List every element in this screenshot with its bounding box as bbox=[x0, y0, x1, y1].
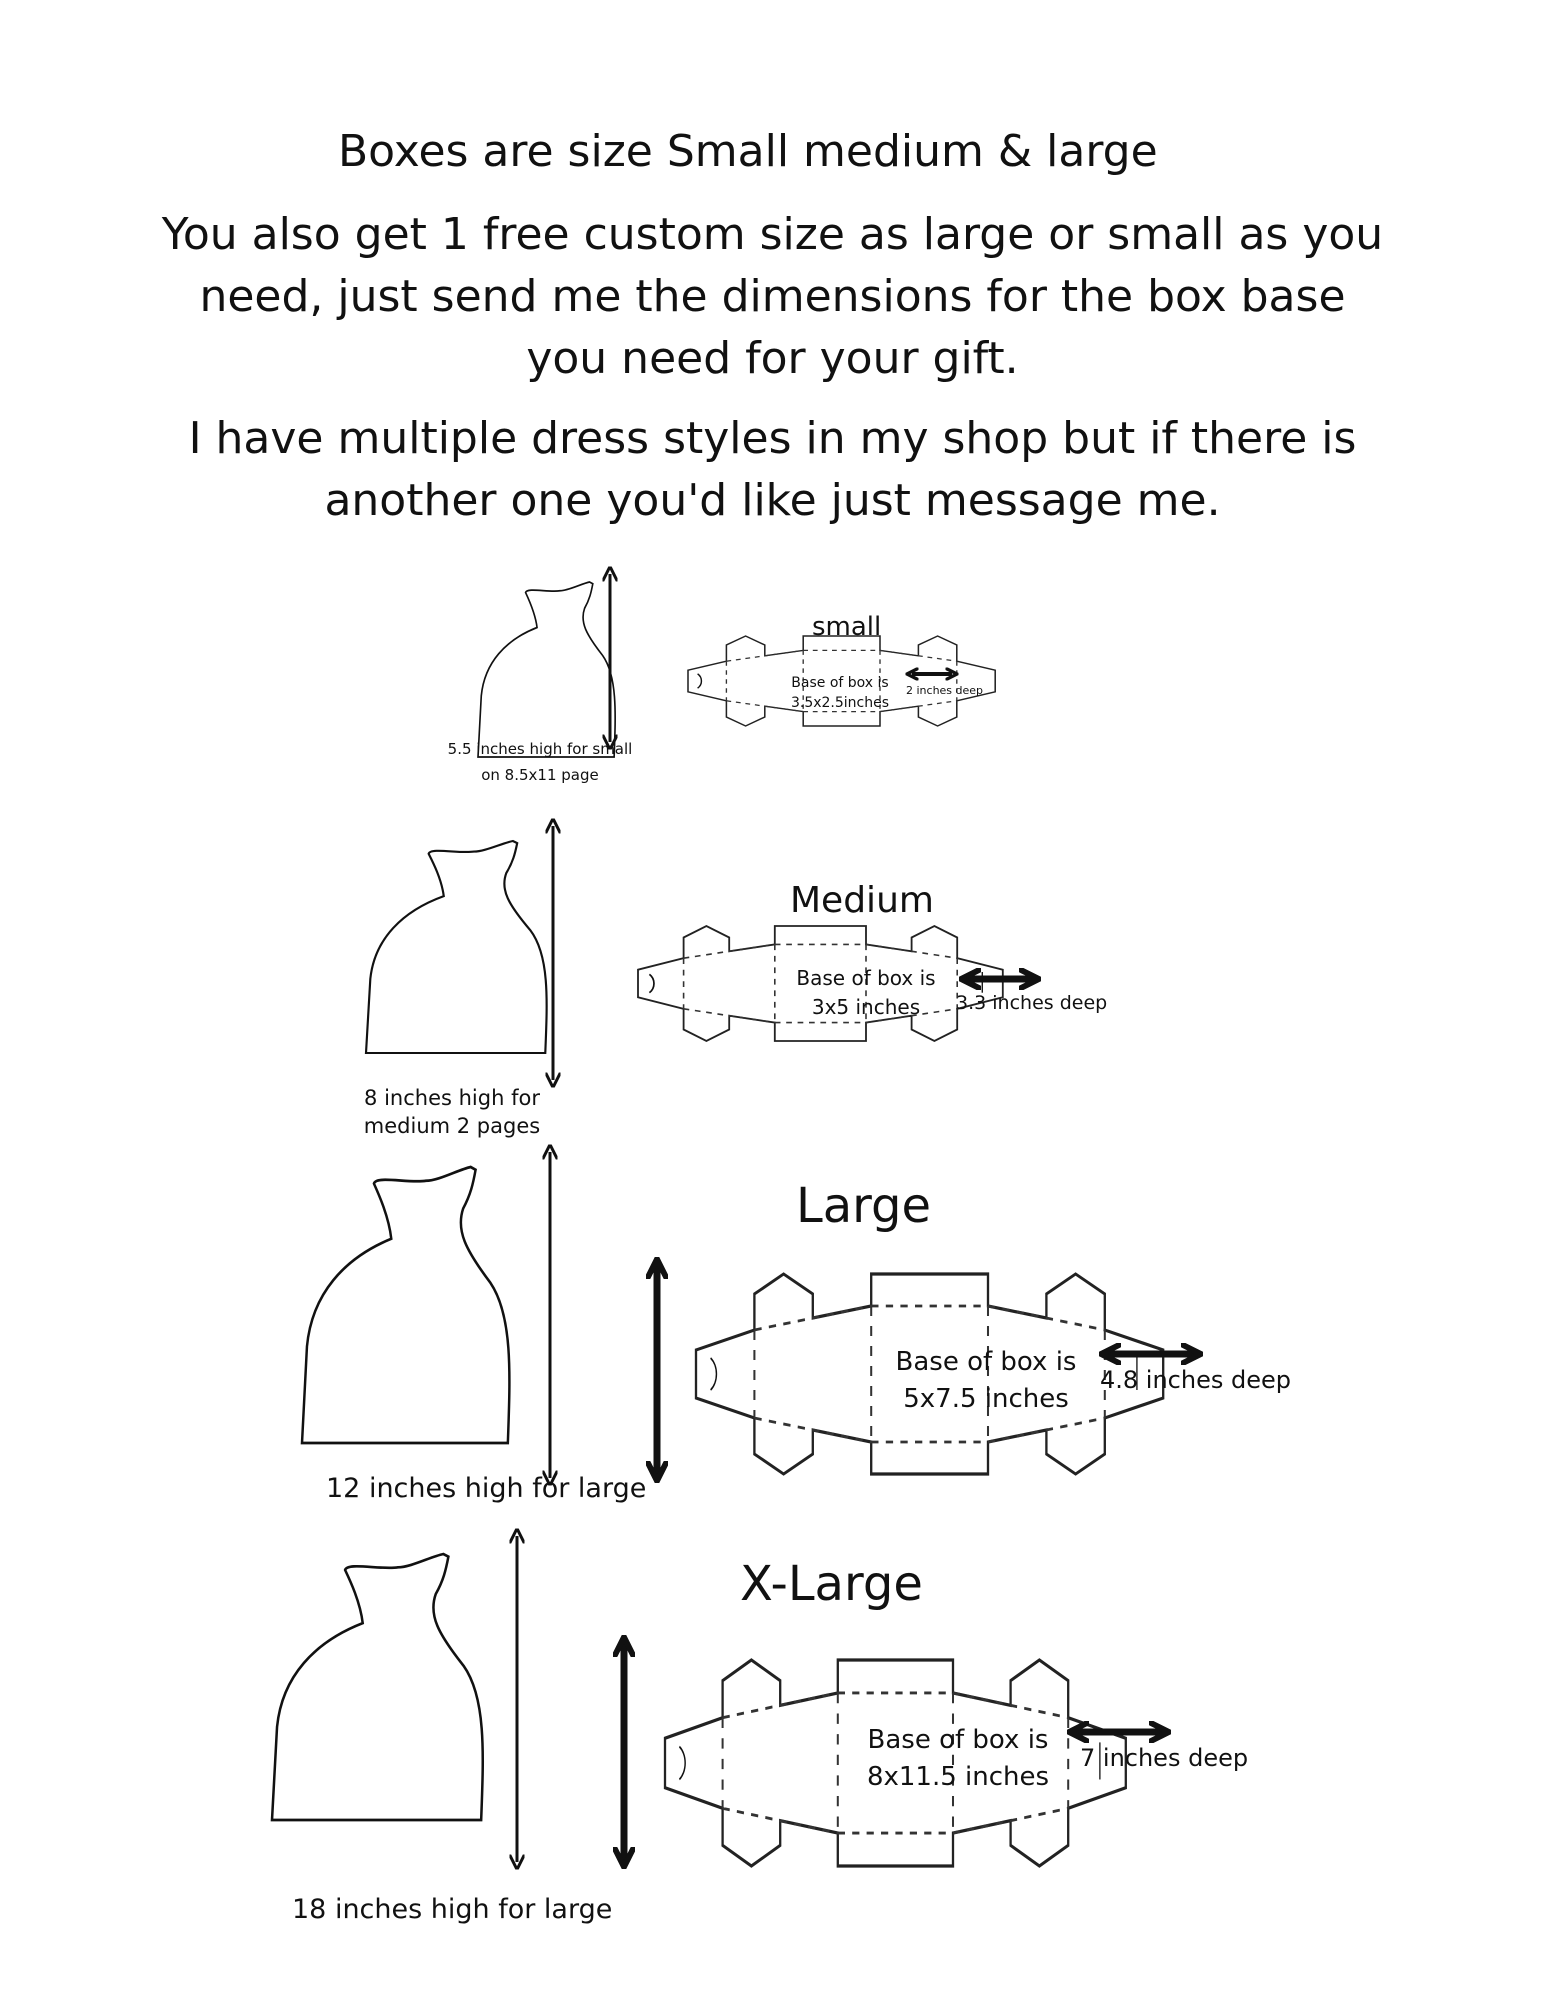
large-depth-label: 4.8 inches deep bbox=[1100, 1366, 1291, 1394]
small-title: small bbox=[812, 612, 882, 642]
medium-base-line-1: Base of box is bbox=[796, 966, 936, 990]
dress-styles-line-1: I have multiple dress styles in my shop but if there is bbox=[188, 413, 1357, 464]
large-base-line-1: Base of box is bbox=[895, 1347, 1077, 1377]
small-depth-label: 2 inches deep bbox=[906, 684, 984, 697]
dress-large bbox=[302, 1167, 509, 1443]
small-base-line-1: Base of box is bbox=[791, 675, 889, 691]
xlarge-title: X-Large bbox=[740, 1556, 923, 1612]
dress-small bbox=[478, 582, 615, 757]
large-title: Large bbox=[796, 1178, 932, 1234]
small-base-line-2: 3.5x2.5inches bbox=[790, 695, 890, 711]
custom-size-line-1: You also get 1 free custom size as large or small as you bbox=[161, 209, 1384, 260]
xlarge-height-caption: 18 inches high for large bbox=[292, 1894, 613, 1925]
large-base-line-2: 5x7.5 inches bbox=[903, 1384, 1069, 1414]
xlarge-depth-label: 7 inches deep bbox=[1080, 1744, 1249, 1772]
large-height-caption: 12 inches high for large bbox=[326, 1473, 647, 1504]
medium-base-line-2: 3x5 inches bbox=[811, 995, 921, 1019]
dress-xlarge bbox=[272, 1554, 483, 1820]
custom-size-line-2: need, just send me the dimensions for the box base bbox=[199, 271, 1346, 322]
medium-height-caption-2: medium 2 pages bbox=[363, 1114, 541, 1138]
xlarge-base-line-1: Base of box is bbox=[867, 1725, 1049, 1755]
custom-size-line-3: you need for your gift. bbox=[526, 333, 1019, 384]
xlarge-base-line-2: 8x11.5 inches bbox=[866, 1762, 1050, 1792]
dress-medium bbox=[366, 841, 547, 1053]
page-title: Boxes are size Small medium & large bbox=[338, 126, 1158, 177]
medium-depth-label: 3.3 inches deep bbox=[956, 992, 1108, 1014]
small-height-caption-1: 5.5 inches high for small bbox=[447, 740, 633, 758]
small-height-caption-2: on 8.5x11 page bbox=[481, 766, 599, 784]
dress-styles-line-2: another one you'd like just message me. bbox=[324, 475, 1221, 526]
medium-height-caption-1: 8 inches high for bbox=[364, 1086, 540, 1110]
medium-title: Medium bbox=[790, 880, 934, 921]
